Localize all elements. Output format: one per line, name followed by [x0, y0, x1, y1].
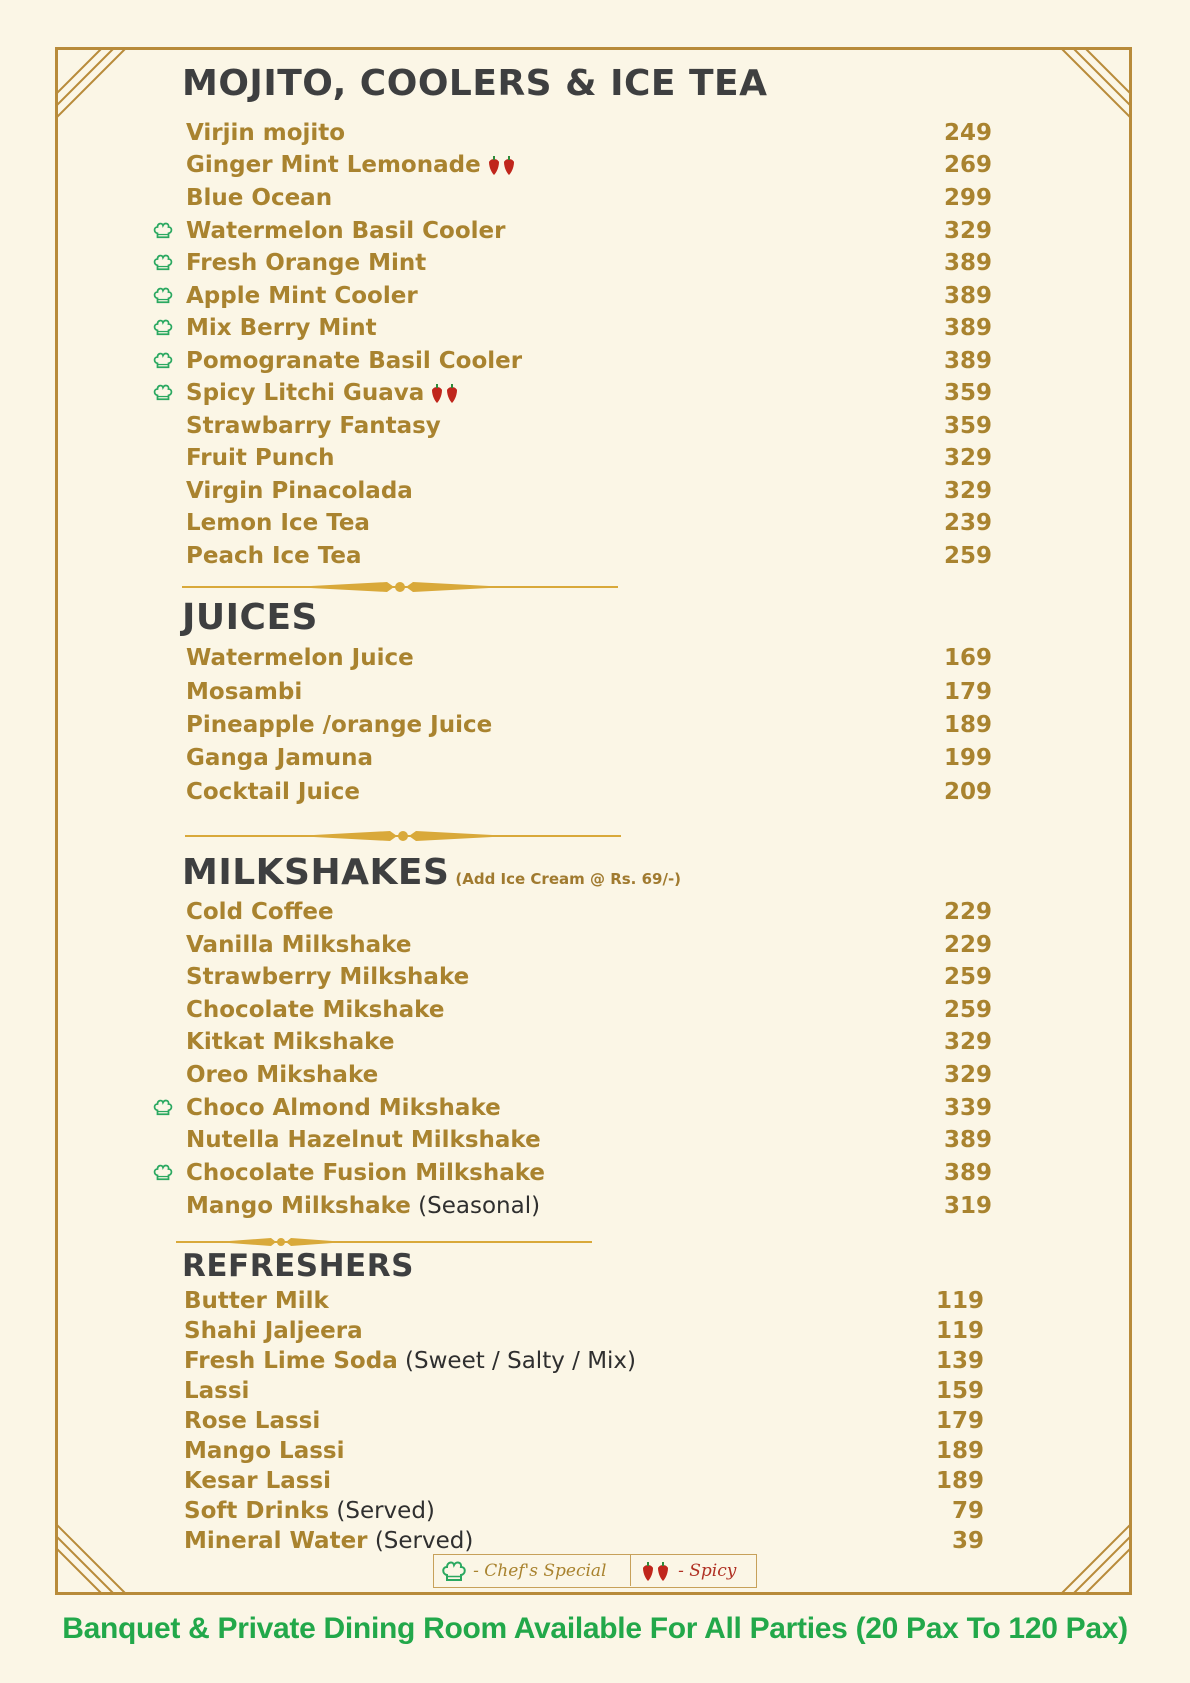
item-name-text: Blue Ocean — [186, 185, 333, 211]
item-name-text: Peach Ice Tea — [186, 543, 362, 569]
item-price: 169 — [943, 645, 992, 671]
item-name — [186, 995, 444, 1025]
item-name — [186, 897, 334, 927]
item-name-text: Mix Berry Mint — [186, 315, 377, 341]
item-name — [184, 1496, 435, 1526]
item-price: 79 — [951, 1498, 984, 1524]
item-price: 389 — [943, 315, 992, 341]
item-name-text: Shahi Jaljeera — [184, 1318, 363, 1344]
section-title-text: MILKSHAKES — [182, 852, 450, 893]
legend-chef-label: - Chef's Special — [473, 1561, 607, 1581]
item-price: 189 — [943, 712, 992, 738]
section-divider — [182, 579, 618, 595]
item-name — [186, 710, 492, 740]
item-name — [186, 541, 362, 571]
menu-item-row — [152, 508, 992, 538]
item-price: 239 — [943, 510, 992, 536]
item-name-text: Lemon Ice Tea — [186, 510, 370, 536]
item-price: 319 — [943, 1193, 992, 1219]
item-name-text: Ginger Mint Lemonade — [186, 152, 481, 178]
item-note: (Served) — [329, 1498, 435, 1524]
item-note: (Served) — [367, 1528, 474, 1554]
item-name — [186, 1093, 501, 1123]
menu-item-row — [152, 411, 992, 441]
item-name-text: Apple Mint Cooler — [186, 283, 418, 309]
item-name-text: Nutella Hazelnut Milkshake — [186, 1127, 541, 1153]
menu-item-row — [152, 378, 992, 408]
item-name — [186, 183, 332, 213]
item-price: 329 — [943, 478, 992, 504]
menu-item-row — [152, 897, 992, 927]
chef-hat-icon — [152, 221, 174, 241]
item-name — [186, 677, 302, 707]
menu-item-row — [152, 150, 992, 180]
item-name — [184, 1466, 331, 1496]
item-name — [186, 248, 426, 278]
menu-item-row — [152, 541, 992, 571]
item-name-text: Fresh Orange Mint — [186, 250, 427, 276]
chef-hat-icon — [152, 1163, 174, 1183]
item-name-text: Virgin Pinacolada — [186, 478, 413, 504]
menu-item-row — [152, 930, 992, 960]
corner-ornament-bottom-right — [1042, 1505, 1132, 1595]
menu-item-row — [152, 216, 992, 246]
section-title-juices: JUICES — [182, 597, 318, 638]
item-name — [186, 1191, 540, 1221]
chef-hat-icon — [440, 1560, 468, 1584]
item-name-text: Oreo Mikshake — [186, 1062, 379, 1088]
item-price: 389 — [943, 1127, 992, 1153]
item-name — [184, 1436, 345, 1466]
item-price: 299 — [943, 185, 992, 211]
item-name-text: Kitkat Mikshake — [186, 1029, 395, 1055]
legend-chef-special — [440, 1555, 606, 1586]
chef-hat-icon — [152, 351, 174, 371]
item-name — [186, 1060, 378, 1090]
legend-spicy — [630, 1555, 736, 1586]
item-name-text: Vanilla Milkshake — [186, 932, 412, 958]
item-name — [186, 216, 505, 246]
menu-item-row — [152, 281, 992, 311]
section-title-mojito: MOJITO, COOLERS & ICE TEA — [182, 63, 768, 104]
item-name-text: Strawberry Milkshake — [186, 964, 470, 990]
item-name-text: Cold Coffee — [186, 899, 334, 925]
item-name — [186, 346, 522, 376]
menu-item-row — [150, 1376, 984, 1406]
item-name — [184, 1376, 249, 1406]
item-name — [186, 643, 414, 673]
chili-icon — [485, 155, 519, 177]
legend-spicy-label: - Spicy — [678, 1561, 737, 1581]
item-price: 199 — [943, 745, 992, 771]
menu-item-row — [152, 710, 992, 740]
section-title-milkshakes — [182, 852, 682, 893]
item-name — [186, 443, 334, 473]
corner-ornament-top-left — [55, 47, 145, 137]
item-price: 189 — [935, 1468, 984, 1494]
menu-item-row — [152, 248, 992, 278]
menu-item-row — [152, 313, 992, 343]
item-note: (Seasonal) — [410, 1193, 541, 1219]
item-name-text: Soft Drinks — [184, 1498, 330, 1524]
item-name-text: Choco Almond Mikshake — [186, 1095, 501, 1121]
item-price: 359 — [943, 380, 992, 406]
item-price: 359 — [943, 413, 992, 439]
menu-item-row — [152, 1125, 992, 1155]
item-name-text: Watermelon Juice — [186, 645, 414, 671]
menu-item-row — [152, 183, 992, 213]
item-name-text: Strawbarry Fantasy — [186, 413, 441, 439]
item-price: 179 — [935, 1408, 984, 1434]
item-price: 329 — [943, 218, 992, 244]
item-name — [186, 777, 360, 807]
item-price: 189 — [935, 1438, 984, 1464]
menu-item-row — [152, 962, 992, 992]
item-name — [186, 930, 411, 960]
item-price: 209 — [943, 779, 992, 805]
item-name — [186, 281, 418, 311]
item-name-text: Cocktail Juice — [186, 779, 360, 805]
item-name — [186, 150, 519, 180]
item-name — [186, 378, 462, 408]
corner-ornament-bottom-left — [55, 1505, 145, 1595]
item-name-text: Chocolate Mikshake — [186, 997, 445, 1023]
item-name — [186, 1027, 394, 1057]
legend — [433, 1554, 757, 1588]
item-name-text: Virjin mojito — [186, 120, 346, 146]
item-name-text: Spicy Litchi Guava — [186, 380, 425, 406]
item-name — [186, 508, 370, 538]
item-price: 229 — [943, 899, 992, 925]
item-name — [186, 313, 377, 343]
banquet-banner: Banquet & Private Dining Room Available For All Parties (20 Pax To 120 Pax) — [62, 1612, 1128, 1645]
item-name — [186, 476, 413, 506]
menu-item-row — [152, 1093, 992, 1123]
item-name — [186, 962, 469, 992]
item-name-text: Mosambi — [186, 679, 303, 705]
item-price: 139 — [935, 1348, 984, 1374]
menu-item-row — [150, 1286, 984, 1316]
chili-icon — [639, 1561, 673, 1583]
menu-item-row — [152, 1158, 992, 1188]
menu-item-row — [150, 1316, 984, 1346]
item-price: 179 — [943, 679, 992, 705]
item-name-text: Rose Lassi — [184, 1408, 321, 1434]
item-name — [184, 1316, 363, 1346]
item-name-text: Mineral Water — [184, 1528, 368, 1554]
item-price: 389 — [943, 1160, 992, 1186]
menu-item-row — [152, 118, 992, 148]
item-price: 329 — [943, 1029, 992, 1055]
chef-hat-icon — [152, 383, 174, 403]
item-name-text: Kesar Lassi — [184, 1468, 332, 1494]
item-price: 389 — [943, 250, 992, 276]
item-name — [186, 1158, 545, 1188]
menu-item-row — [150, 1436, 984, 1466]
item-name-text: Pineapple /orange Juice — [186, 712, 493, 738]
menu-item-row — [150, 1496, 984, 1526]
item-name — [184, 1346, 636, 1376]
menu-item-row — [152, 643, 992, 673]
section-divider — [176, 1234, 592, 1250]
item-price: 329 — [943, 1062, 992, 1088]
item-name-text: Lassi — [184, 1378, 250, 1404]
item-name — [186, 1125, 541, 1155]
section-divider — [185, 828, 621, 844]
item-name-text: Fresh Lime Soda — [184, 1348, 398, 1374]
item-price: 389 — [943, 283, 992, 309]
item-price: 389 — [943, 348, 992, 374]
item-name-text: Mango Milkshake — [186, 1193, 411, 1219]
item-price: 329 — [943, 445, 992, 471]
menu-item-row — [152, 1191, 992, 1221]
chef-hat-icon — [152, 1098, 174, 1118]
item-price: 119 — [935, 1288, 984, 1314]
item-price: 339 — [943, 1095, 992, 1121]
item-price: 259 — [943, 964, 992, 990]
menu-item-row — [152, 995, 992, 1025]
item-name — [184, 1286, 329, 1316]
menu-item-row — [152, 1060, 992, 1090]
menu-item-row — [152, 777, 992, 807]
item-price: 259 — [943, 997, 992, 1023]
item-price: 39 — [951, 1528, 984, 1554]
chef-hat-icon — [152, 253, 174, 273]
item-price: 229 — [943, 932, 992, 958]
menu-item-row — [152, 443, 992, 473]
item-name — [186, 743, 373, 773]
menu-item-row — [150, 1466, 984, 1496]
item-name-text: Butter Milk — [184, 1288, 329, 1314]
item-name-text: Fruit Punch — [186, 445, 335, 471]
item-name — [186, 411, 441, 441]
item-name — [184, 1406, 320, 1436]
item-name — [186, 118, 345, 148]
item-name-text: Mango Lassi — [184, 1438, 345, 1464]
corner-ornament-top-right — [1042, 47, 1132, 137]
chef-hat-icon — [152, 286, 174, 306]
menu-item-row — [150, 1526, 984, 1556]
item-price: 259 — [943, 543, 992, 569]
chef-hat-icon — [152, 318, 174, 338]
menu-item-row — [152, 743, 992, 773]
menu-item-row — [152, 346, 992, 376]
menu-item-row — [152, 476, 992, 506]
item-name — [184, 1526, 473, 1556]
item-price: 269 — [943, 152, 992, 178]
item-price: 159 — [935, 1378, 984, 1404]
item-note: (Sweet / Salty / Mix) — [397, 1348, 637, 1374]
chili-icon — [428, 383, 462, 405]
menu-item-row — [150, 1406, 984, 1436]
ice-cream-note: (Add Ice Cream @ Rs. 69/-) — [455, 870, 682, 888]
menu-item-row — [152, 1027, 992, 1057]
item-price: 249 — [943, 120, 992, 146]
section-title-refreshers: REFRESHERS — [182, 1248, 414, 1284]
menu-item-row — [152, 677, 992, 707]
item-name-text: Pomogranate Basil Cooler — [186, 348, 523, 374]
item-name-text: Ganga Jamuna — [186, 745, 374, 771]
item-name-text: Chocolate Fusion Milkshake — [186, 1160, 546, 1186]
item-price: 119 — [935, 1318, 984, 1344]
item-name-text: Watermelon Basil Cooler — [186, 218, 506, 244]
menu-item-row — [150, 1346, 984, 1376]
